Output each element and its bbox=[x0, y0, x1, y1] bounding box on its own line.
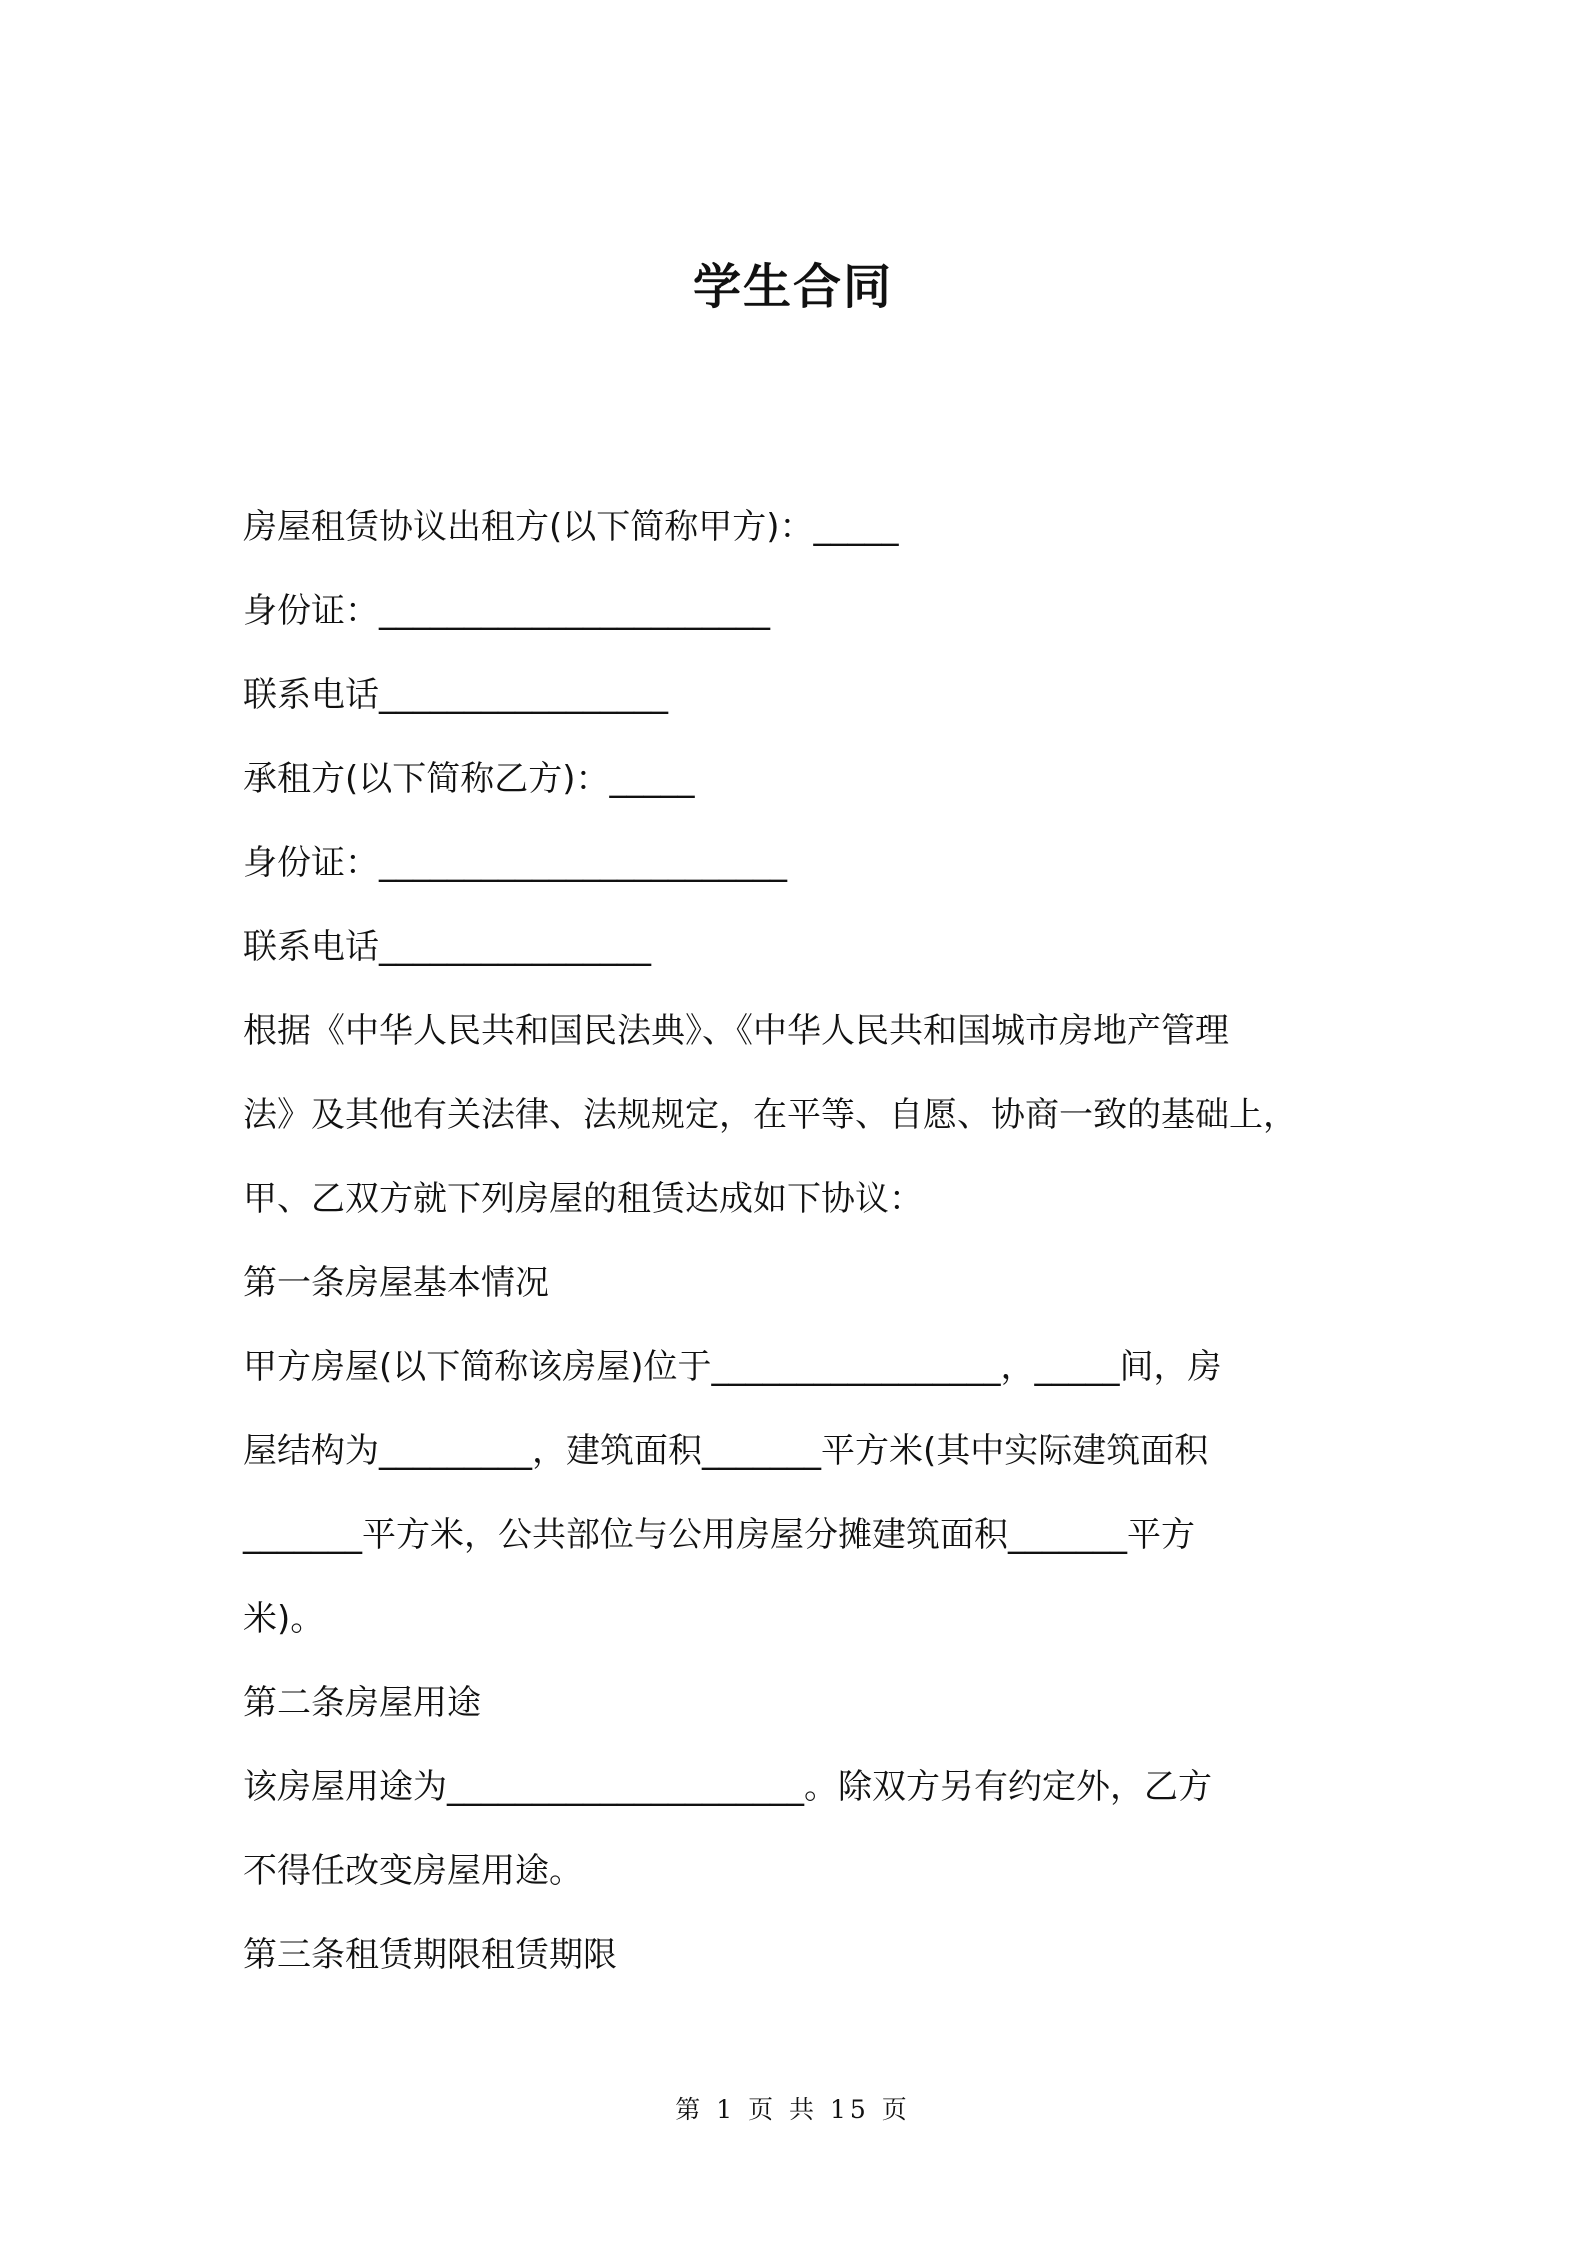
article-3-heading: 第三条租赁期限租赁期限 bbox=[243, 1935, 617, 1975]
text-line-preamble-3: 甲、乙双方就下列房屋的租赁达成如下协议： bbox=[243, 1179, 923, 1219]
text-line-lessee-phone: 联系电话________________ bbox=[243, 927, 651, 967]
page-title: 学生合同 bbox=[692, 259, 893, 315]
article-2-heading: 第二条房屋用途 bbox=[243, 1683, 481, 1723]
document-body bbox=[243, 485, 1363, 1997]
text-line-article-2-a: 该房屋用途为_____________________。除双方另有约定外，乙方 bbox=[243, 1767, 1212, 1807]
text-line-lessee: 承租方(以下简称乙方)：_____ bbox=[243, 759, 695, 799]
text-line-lessor-id: 身份证：_______________________ bbox=[243, 591, 770, 631]
text-line-article-1-a: 甲方房屋(以下简称该房屋)位于_________________，_____间，房 bbox=[243, 1347, 1222, 1387]
text-line-article-1-d: 米)。 bbox=[243, 1599, 325, 1639]
text-line-lessee-id: 身份证：________________________ bbox=[243, 843, 787, 883]
text-line-lessor: 房屋租赁协议出租方(以下简称甲方)：_____ bbox=[243, 507, 899, 547]
text-line-article-1-c: _______平方米，公共部位与公用房屋分摊建筑面积_______平方 bbox=[243, 1515, 1195, 1555]
text-line-preamble-2: 法》及其他有关法律、法规规定，在平等、自愿、协商一致的基础上， bbox=[243, 1095, 1297, 1135]
text-line-article-1-b: 屋结构为_________，建筑面积_______平方米(其中实际建筑面积 bbox=[243, 1431, 1209, 1471]
text-line-lessor-phone: 联系电话_________________ bbox=[243, 675, 668, 715]
text-line-preamble-1: 根据《中华人民共和国民法典》、《中华人民共和国城市房地产管理 bbox=[243, 1011, 1229, 1051]
text-line-article-2-b: 不得任改变房屋用途。 bbox=[243, 1851, 583, 1891]
article-1-heading: 第一条房屋基本情况 bbox=[243, 1263, 549, 1303]
page-footer: 第 1 页 共 15 页 bbox=[675, 2095, 911, 2124]
